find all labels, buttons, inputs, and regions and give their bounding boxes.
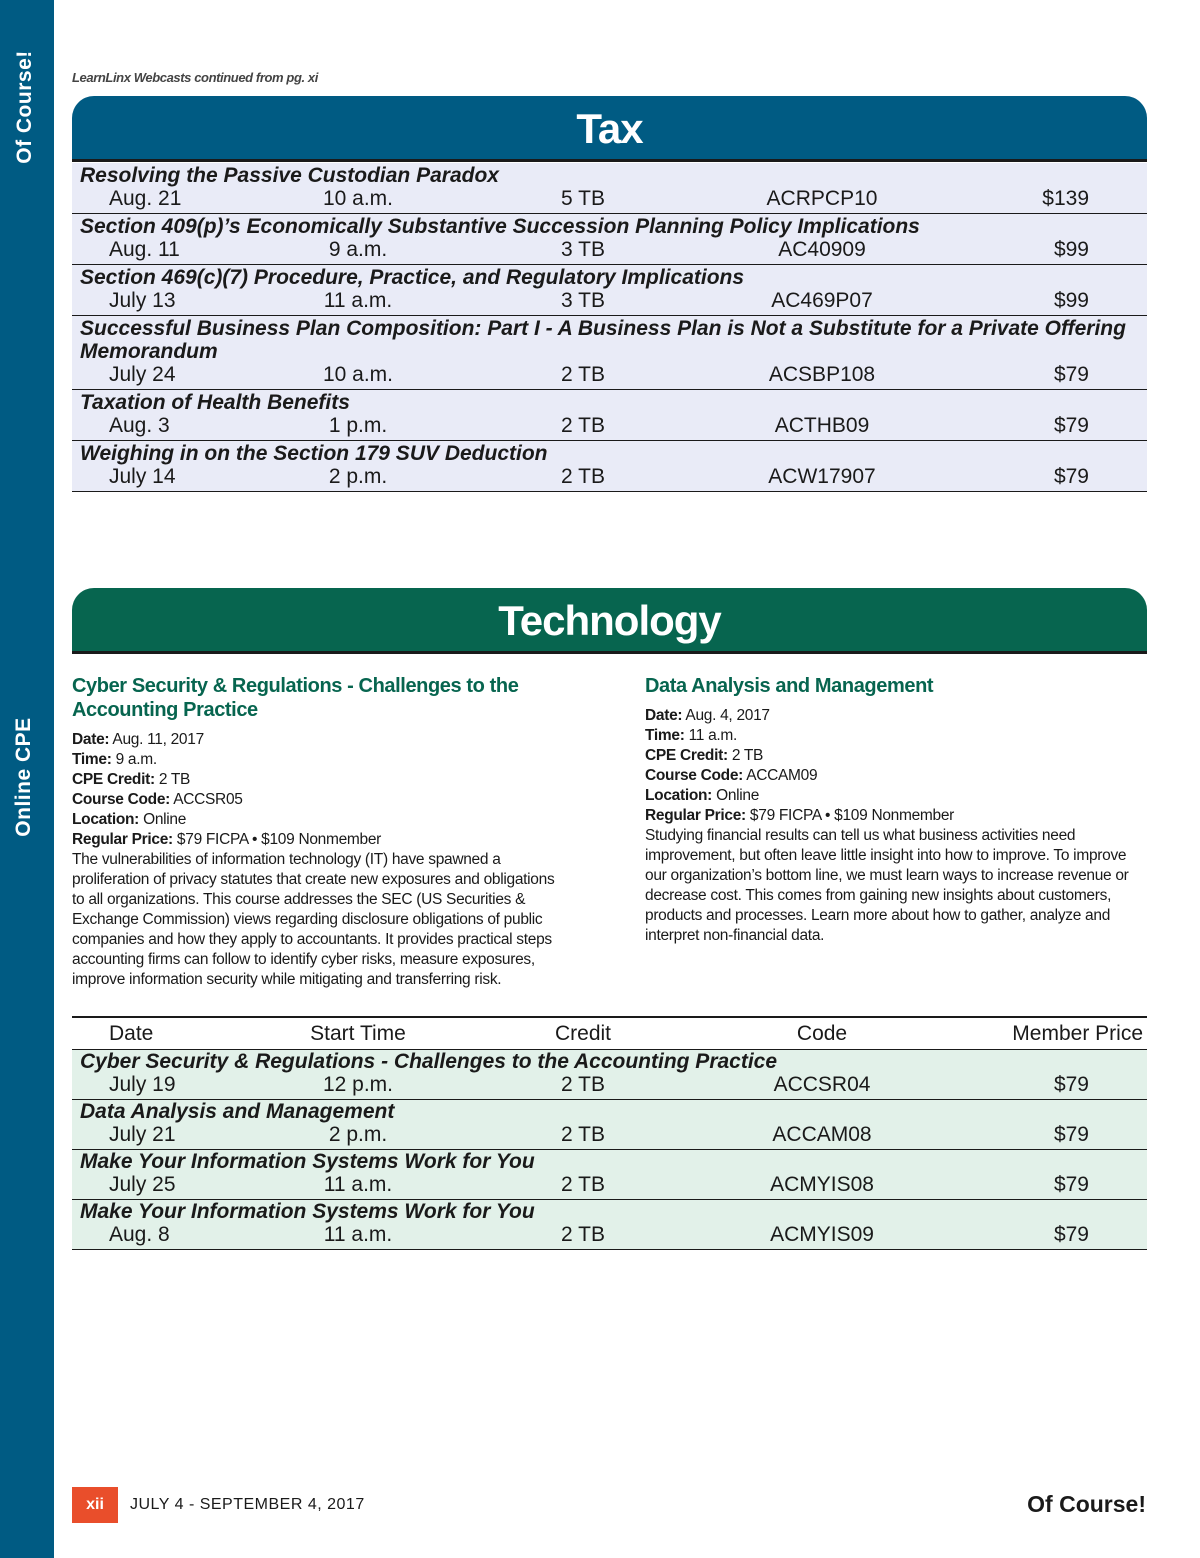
course-title: Data Analysis and Management (80, 1100, 395, 1123)
course-description-cyber-security (72, 674, 567, 990)
course-location: Location: Online (72, 811, 187, 828)
session-price: $79 (1053, 363, 1089, 386)
session-price: $79 (1053, 1123, 1089, 1146)
session-date: July 21 (109, 1123, 176, 1146)
course-credit: CPE Credit: 2 TB (72, 771, 191, 788)
course-session-values (72, 465, 1147, 489)
table-row (72, 1200, 1147, 1250)
technology-course-table (72, 1016, 1147, 1250)
course-session-values (72, 289, 1147, 313)
session-credit: 2 TB (561, 363, 605, 386)
session-credit: 3 TB (561, 238, 605, 261)
course-session-values (72, 1173, 1147, 1197)
session-date: July 25 (109, 1173, 176, 1196)
column-header-code: Code (796, 1022, 848, 1045)
session-time: 1 p.m. (328, 414, 388, 437)
session-date: Aug. 21 (109, 187, 182, 210)
course-location: Location: Online (645, 787, 760, 804)
session-code: ACRPCP10 (766, 187, 878, 210)
session-credit: 2 TB (561, 414, 605, 437)
session-time: 2 p.m. (328, 1123, 388, 1146)
session-code: ACTHB09 (774, 414, 870, 437)
session-credit: 2 TB (561, 465, 605, 488)
session-time: 10 a.m. (322, 363, 394, 386)
session-code: ACMYIS09 (770, 1223, 874, 1246)
course-session-values (72, 1123, 1147, 1147)
session-date: Aug. 11 (109, 238, 180, 261)
course-description-text: Studying financial results can tell us what business activities need improvement, but often leave little insight into how to improve. To improve our organization’s bottom line, we must learn ways to increase revenue or decrease cost. This comes from gaining new insights about customers, products and processes. Learn more about how to gather, analyze and interpret non-financial data. (645, 827, 1129, 944)
course-title: Resolving the Passive Custodian Paradox (80, 164, 499, 187)
continued-note: LearnLinx Webcasts continued from pg. xi (72, 70, 318, 85)
side-band-top-text: Of Course! (13, 50, 36, 164)
session-price: $79 (1053, 465, 1089, 488)
table-row (72, 316, 1147, 390)
course-title: Cyber Security & Regulations - Challenges to the Accounting Practice (72, 675, 519, 721)
course-title: Taxation of Health Benefits (80, 391, 350, 414)
page-number: xii (72, 1487, 118, 1523)
session-price: $99 (1053, 289, 1089, 312)
session-price: $139 (1042, 187, 1089, 210)
course-date: Date: Aug. 4, 2017 (645, 707, 770, 724)
session-date: Aug. 3 (109, 414, 170, 437)
session-code: ACCSR04 (773, 1073, 871, 1096)
table-column-headers (72, 1018, 1147, 1050)
course-price: Regular Price: $79 FICPA • $109 Nonmember (72, 831, 382, 848)
session-date: July 14 (109, 465, 176, 488)
course-title: Section 469(c)(7) Procedure, Practice, and Regulatory Implications (80, 266, 745, 289)
session-date: Aug. 8 (109, 1223, 170, 1246)
session-time: 9 a.m. (328, 238, 388, 261)
course-date: Date: Aug. 11, 2017 (72, 731, 204, 748)
course-title: Data Analysis and Management (645, 675, 934, 697)
session-credit: 5 TB (561, 187, 605, 210)
session-price: $79 (1053, 1173, 1089, 1196)
course-title: Make Your Information Systems Work for You (80, 1150, 535, 1173)
footer-brand: Of Course! (1027, 1491, 1146, 1517)
side-band (0, 0, 54, 1558)
column-header-date: Date (109, 1022, 154, 1045)
column-header-member-price: Member Price (1012, 1022, 1143, 1045)
course-description-text: The vulnerabilities of information technology (IT) have spawned a proliferation of privacy statutes that create new exposures and obligations to all organizations. This course addresses the SEC (US Securities & Exchange Commission) views regarding disclosure obligations of public companies and how they apply to accountants. It provides practical steps accounting firms can follow to identify cyber risks, measure exposures, improve information security while mitigating and transferring risk. (72, 851, 555, 988)
session-date: July 19 (109, 1073, 176, 1096)
session-time: 12 p.m. (322, 1073, 394, 1096)
technology-section-heading: Technology (72, 588, 1147, 654)
course-session-values (72, 238, 1147, 262)
session-time: 11 a.m. (323, 1173, 393, 1196)
session-time: 10 a.m. (322, 187, 394, 210)
course-title: Weighing in on the Section 179 SUV Deduction (80, 442, 548, 465)
course-session-values (72, 187, 1147, 211)
session-code: ACW17907 (768, 465, 876, 488)
course-session-values (72, 1073, 1147, 1097)
course-time: Time: 11 a.m. (645, 727, 738, 744)
session-credit: 2 TB (561, 1223, 605, 1246)
session-time: 2 p.m. (328, 465, 388, 488)
table-row (72, 163, 1147, 214)
course-session-values (72, 363, 1147, 387)
session-credit: 3 TB (561, 289, 605, 312)
session-credit: 2 TB (561, 1073, 605, 1096)
course-price: Regular Price: $79 FICPA • $109 Nonmember (645, 807, 955, 824)
course-credit: CPE Credit: 2 TB (645, 747, 764, 764)
session-time: 11 a.m. (323, 1223, 393, 1246)
table-row (72, 441, 1147, 492)
session-price: $79 (1053, 1073, 1089, 1096)
course-description-data-analysis (645, 674, 1140, 946)
column-header-start-time: Start Time (310, 1022, 406, 1045)
session-price: $79 (1053, 414, 1089, 437)
course-title: Make Your Information Systems Work for You (80, 1200, 535, 1223)
tax-course-table (72, 163, 1147, 492)
session-price: $99 (1053, 238, 1089, 261)
column-header-credit: Credit (554, 1022, 612, 1045)
session-code: AC40909 (778, 238, 866, 261)
session-date: July 24 (109, 363, 176, 386)
side-band-bottom-text: Online CPE (12, 717, 35, 837)
course-code: Course Code: ACCAM09 (645, 767, 818, 784)
course-code: Course Code: ACCSR05 (72, 791, 243, 808)
course-title: Section 409(p)’s Economically Substantive Succession Planning Policy Implications (80, 215, 920, 238)
footer-date-range: JULY 4 - SEPTEMBER 4, 2017 (130, 1496, 365, 1513)
table-row (72, 390, 1147, 441)
course-session-values (72, 1223, 1147, 1247)
table-row (72, 265, 1147, 316)
table-row (72, 1150, 1147, 1200)
course-time: Time: 9 a.m. (72, 751, 157, 768)
session-code: ACSBP108 (768, 363, 876, 386)
table-row (72, 214, 1147, 265)
course-session-values (72, 414, 1147, 438)
table-row (72, 1050, 1147, 1100)
session-code: ACMYIS08 (770, 1173, 874, 1196)
course-title: Cyber Security & Regulations - Challenges to the Accounting Practice (80, 1050, 778, 1073)
course-title: Successful Business Plan Composition: Part I - A Business Plan is Not a Substitute for a Private Offering Memorandum (80, 317, 1126, 363)
session-time: 11 a.m. (323, 289, 393, 312)
session-credit: 2 TB (561, 1123, 605, 1146)
table-row (72, 1100, 1147, 1150)
tax-section-heading: Tax (72, 96, 1147, 162)
session-date: July 13 (109, 289, 176, 312)
session-price: $79 (1053, 1223, 1089, 1246)
session-code: AC469P07 (771, 289, 873, 312)
session-code: ACCAM08 (772, 1123, 872, 1146)
session-credit: 2 TB (561, 1173, 605, 1196)
